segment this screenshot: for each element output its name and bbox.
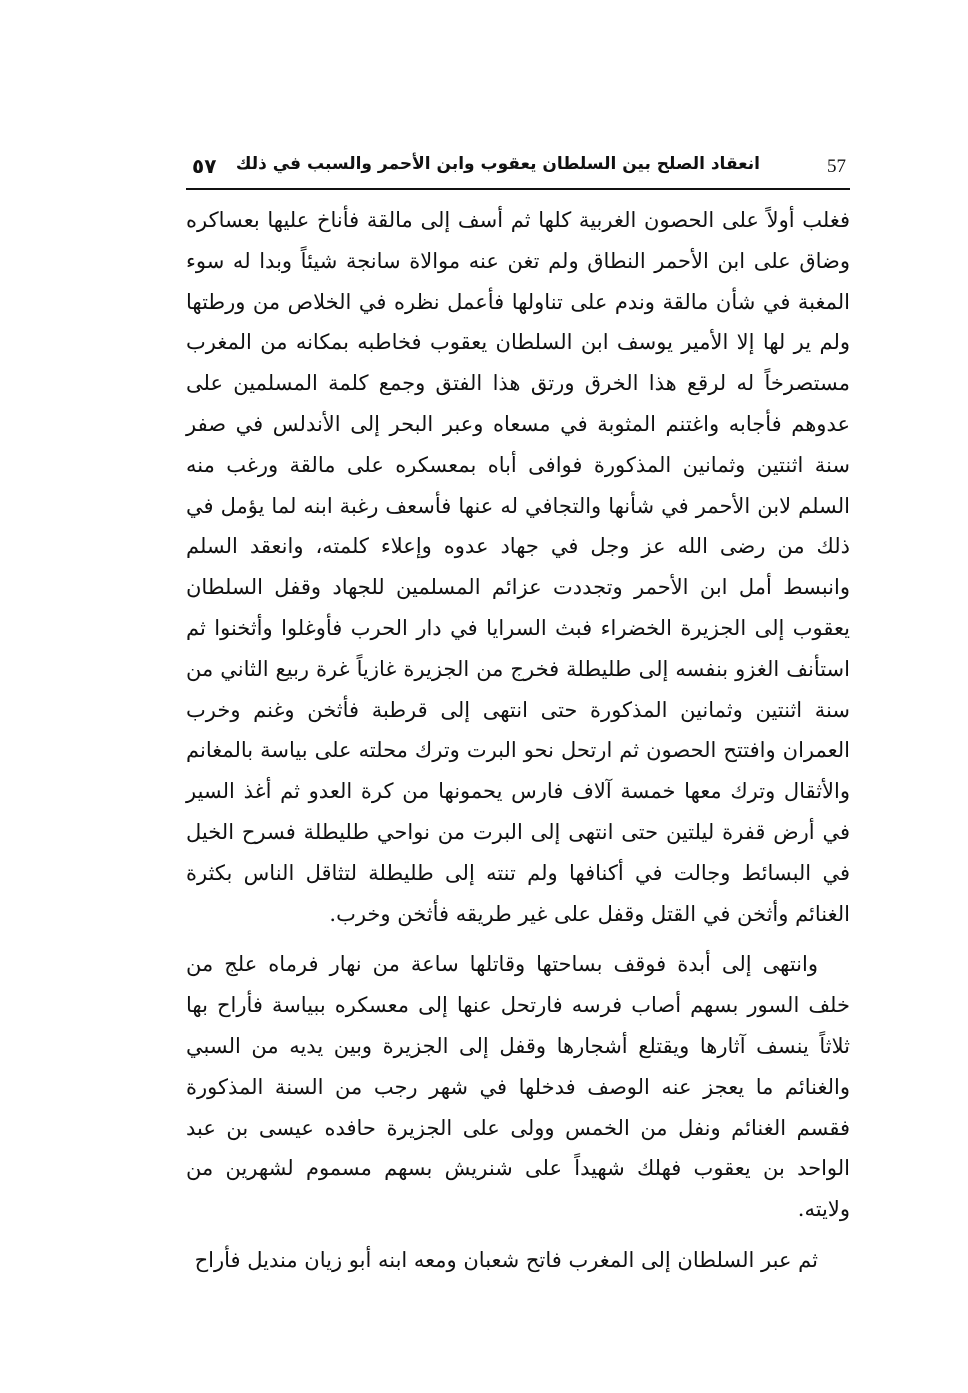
running-title: انعقاد الصلح بين السلطان يعقوب وابن الأحمر والسبب في ذلك [235, 154, 760, 174]
body-text [186, 200, 850, 1281]
page-header [186, 152, 850, 190]
paragraph-3: ثم عبر السلطان إلى المغرب فاتح شعبان ومعه ابنه أبو زيان منديل فأراح [194, 1247, 818, 1272]
page-number-arabic: ٥٧ [192, 154, 217, 178]
paragraph-1: فغلب أولاً على الحصون الغربية كلها ثم أسف إلى مالقة فأناخ عليها بعساكره وضاق على ابن الأحمر النطاق ولم تغن عنه موالاة سانجة شيئاً وبدا له سوء المغبة في شأن مالقة وندم على تناولها فأعمل نظره في الخلاص من ورطتها ولم ير لها إلا الأمير يوسف ابن السلطان يعقوب فخاطبه بمكانه من المغرب مستصرخاً له لرقع هذا الخرق ورتق هذا الفتق وجمع كلمة المسلمين على عدوهم فأجابه واغتنم المثوبة في مسعاه وعبر البحر إلى الأندلس في صفر سنة اثنتين وثمانين المذكورة فوافى أباه بمعسكره على مالقة ورغب منه السلم لابن الأحمر في شأنها والتجافي له عنها فأسعف رغبة ابنه لما يؤمل في ذلك من رضى الله عز وجل في جهاد عدوه وإعلاء كلمته، وانعقد السلم وانبسط أمل ابن الأحمر وتجددت عزائم المسلمين للجهاد وقفل السلطان يعقوب إلى الجزيرة الخضراء فبث السرايا في دار الحرب فأوغلوا وأثخنوا ثم استأنف الغزو بنفسه إلى طليطلة فخرج من الجزيرة غازياً غرة ربيع الثاني من سنة اثنتين وثمانين المذكورة حتى انتهى إلى قرطبة فأثخن وغنم وخرب العمران وافتتح الحصون ثم ارتحل نحو البرت وترك محلته على بياسة بالمغانم والأثقال وترك معها خمسة آلاف فارس يحمونها من كرة العدو ثم أغذ السير في أرض قفرة ليلتين حتى انتهى إلى البرت من نواحي طليطلة فسرح الخيل في البسائط وجالت في أكنافها ولم تنته إلى طليطلة لتثاقل الناس بكثرة الغنائم وأثخن في القتل وقفل على غير طريقه فأثخن وخرب. [186, 208, 850, 926]
page-number-latin: 57 [827, 156, 846, 177]
paragraph-2: وانتهى إلى أبدة فوقف بساحتها وقاتلها ساعة من نهار فرماه علج من خلف السور بسهم أصاب فرسه فارتحل عنها إلى معسكره ببياسة فأراح بها ثلاثاً ينسف آثارها ويقتلع أشجارها وقفل إلى الجزيرة وبين يديه من السبي والغنائم ما يعجز عنه الوصف فدخلها في شهر رجب من السنة المذكورة فقسم الغنائم ونفل من الخمس وولى على الجزيرة حافده عيسى بن عبد الواحد بن يعقوب فهلك شهيداً على شنريش بسهم مسموم لشهرين من ولايته. [186, 952, 850, 1222]
